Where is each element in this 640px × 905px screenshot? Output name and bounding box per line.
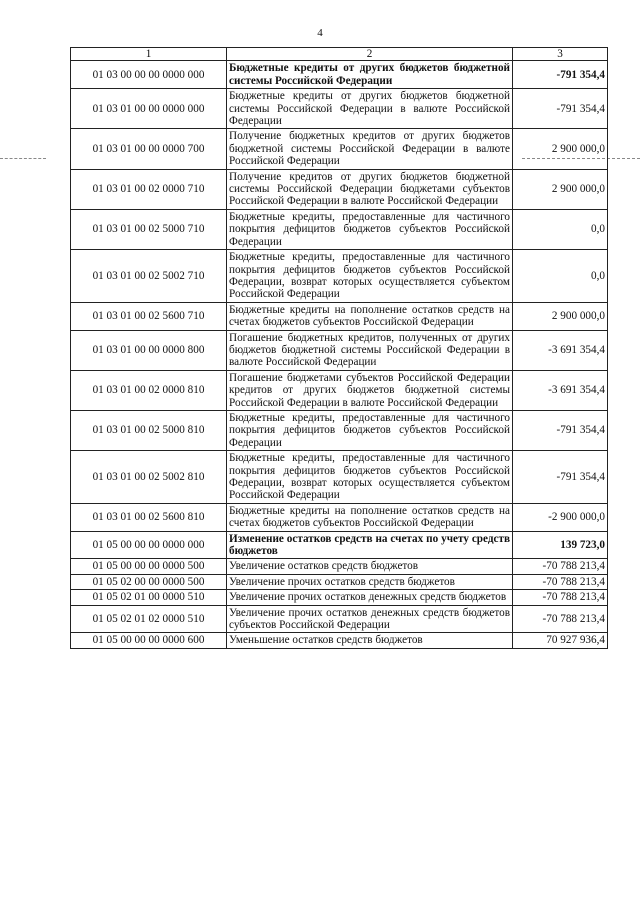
table-row [71, 574, 608, 589]
row-code: 01 03 01 00 00 0000 700 [71, 129, 227, 169]
column-header-amount: 3 [513, 48, 608, 61]
table-row [71, 61, 608, 89]
row-code: 01 05 02 00 00 0000 500 [71, 574, 227, 589]
table-row [71, 590, 608, 605]
row-code: 01 03 01 00 02 5002 710 [71, 250, 227, 303]
row-code: 01 03 01 00 00 0000 000 [71, 89, 227, 129]
row-code: 01 03 01 00 02 5002 810 [71, 451, 227, 504]
table-row [71, 302, 608, 330]
table-row [71, 633, 608, 648]
table-row [71, 330, 608, 370]
row-code: 01 03 01 00 02 5600 710 [71, 302, 227, 330]
row-code: 01 05 02 01 02 0000 510 [71, 605, 227, 633]
table-row [71, 250, 608, 303]
row-name: Увеличение остатков средств бюджетов [227, 559, 513, 574]
table-row [71, 169, 608, 209]
row-name: Получение кредитов от других бюджетов бюджетной системы Российской Федерации бюджетами субъектов Российской Федерации в валюте Российской Федерации [227, 169, 513, 209]
row-code: 01 03 00 00 00 0000 000 [71, 61, 227, 89]
row-name: Увеличение прочих остатков средств бюджетов [227, 574, 513, 589]
row-name: Получение бюджетных кредитов от других бюджетов бюджетной системы Российской Федерации в валюте Российской Федерации [227, 129, 513, 169]
row-name: Погашение бюджетами субъектов Российской Федерации кредитов от других бюджетов бюджетной системы Российской Федерации в валюте Российской Федерации [227, 370, 513, 410]
row-code: 01 03 01 00 02 0000 710 [71, 169, 227, 209]
row-amount: -70 788 213,4 [513, 590, 608, 605]
row-amount: 70 927 936,4 [513, 633, 608, 648]
row-code: 01 05 00 00 00 0000 500 [71, 559, 227, 574]
budget-sources-table [70, 47, 608, 649]
row-amount: -70 788 213,4 [513, 605, 608, 633]
row-name: Уменьшение остатков средств бюджетов [227, 633, 513, 648]
row-amount: 0,0 [513, 209, 608, 249]
row-amount: -3 691 354,4 [513, 370, 608, 410]
column-header-code: 1 [71, 48, 227, 61]
row-name: Изменение остатков средств на счетах по учету средств бюджетов [227, 531, 513, 559]
row-amount: -3 691 354,4 [513, 330, 608, 370]
row-amount: -2 900 000,0 [513, 503, 608, 531]
table-row [71, 89, 608, 129]
row-code: 01 05 02 01 00 0000 510 [71, 590, 227, 605]
row-code: 01 05 00 00 00 0000 000 [71, 531, 227, 559]
row-amount: 139 723,0 [513, 531, 608, 559]
row-amount: -791 354,4 [513, 451, 608, 504]
row-name: Погашение бюджетных кредитов, полученных от других бюджетов бюджетной системы Российской Федерации в валюте Российской Федерации [227, 330, 513, 370]
table-row [71, 129, 608, 169]
row-name: Бюджетные кредиты от других бюджетов бюджетной системы Российской Федерации [227, 61, 513, 89]
row-code: 01 03 01 00 02 0000 810 [71, 370, 227, 410]
row-code: 01 03 01 00 00 0000 800 [71, 330, 227, 370]
table-row [71, 531, 608, 559]
row-name: Увеличение прочих остатков денежных средств бюджетов [227, 590, 513, 605]
row-name: Бюджетные кредиты, предоставленные для частичного покрытия дефицитов бюджетов субъектов Российской Федерации [227, 410, 513, 450]
row-name: Бюджетные кредиты, предоставленные для частичного покрытия дефицитов бюджетов субъектов Российской Федерации, возврат которых осуществляется субъектом Российской Федерации [227, 250, 513, 303]
table-row [71, 410, 608, 450]
table-header-row [71, 48, 608, 61]
row-name: Бюджетные кредиты на пополнение остатков средств на счетах бюджетов субъектов Российской Федерации [227, 503, 513, 531]
row-amount: 0,0 [513, 250, 608, 303]
row-code: 01 03 01 00 02 5000 810 [71, 410, 227, 450]
row-amount: -70 788 213,4 [513, 574, 608, 589]
row-amount: 2 900 000,0 [513, 169, 608, 209]
row-code: 01 03 01 00 02 5600 810 [71, 503, 227, 531]
table-row [71, 370, 608, 410]
row-code: 01 03 01 00 02 5000 710 [71, 209, 227, 249]
row-name: Бюджетные кредиты, предоставленные для частичного покрытия дефицитов бюджетов субъектов Российской Федерации, возврат которых осуществляется субъектом Российской Федерации [227, 451, 513, 504]
page-number: 4 [317, 27, 323, 39]
row-name: Бюджетные кредиты, предоставленные для частичного покрытия дефицитов бюджетов субъектов Российской Федерации [227, 209, 513, 249]
column-header-name: 2 [227, 48, 513, 61]
table-row [71, 503, 608, 531]
row-name: Увеличение прочих остатков денежных средств бюджетов субъектов Российской Федерации [227, 605, 513, 633]
scan-artifact-left [0, 158, 46, 160]
row-code: 01 05 00 00 00 0000 600 [71, 633, 227, 648]
table-row [71, 559, 608, 574]
row-amount: 2 900 000,0 [513, 129, 608, 169]
table-row [71, 451, 608, 504]
row-name: Бюджетные кредиты на пополнение остатков средств на счетах бюджетов субъектов Российской Федерации [227, 302, 513, 330]
row-amount: 2 900 000,0 [513, 302, 608, 330]
row-amount: -791 354,4 [513, 410, 608, 450]
row-amount: -791 354,4 [513, 61, 608, 89]
row-amount: -70 788 213,4 [513, 559, 608, 574]
table-row [71, 605, 608, 633]
row-amount: -791 354,4 [513, 89, 608, 129]
table-row [71, 209, 608, 249]
row-name: Бюджетные кредиты от других бюджетов бюджетной системы Российской Федерации в валюте Российской Федерации [227, 89, 513, 129]
